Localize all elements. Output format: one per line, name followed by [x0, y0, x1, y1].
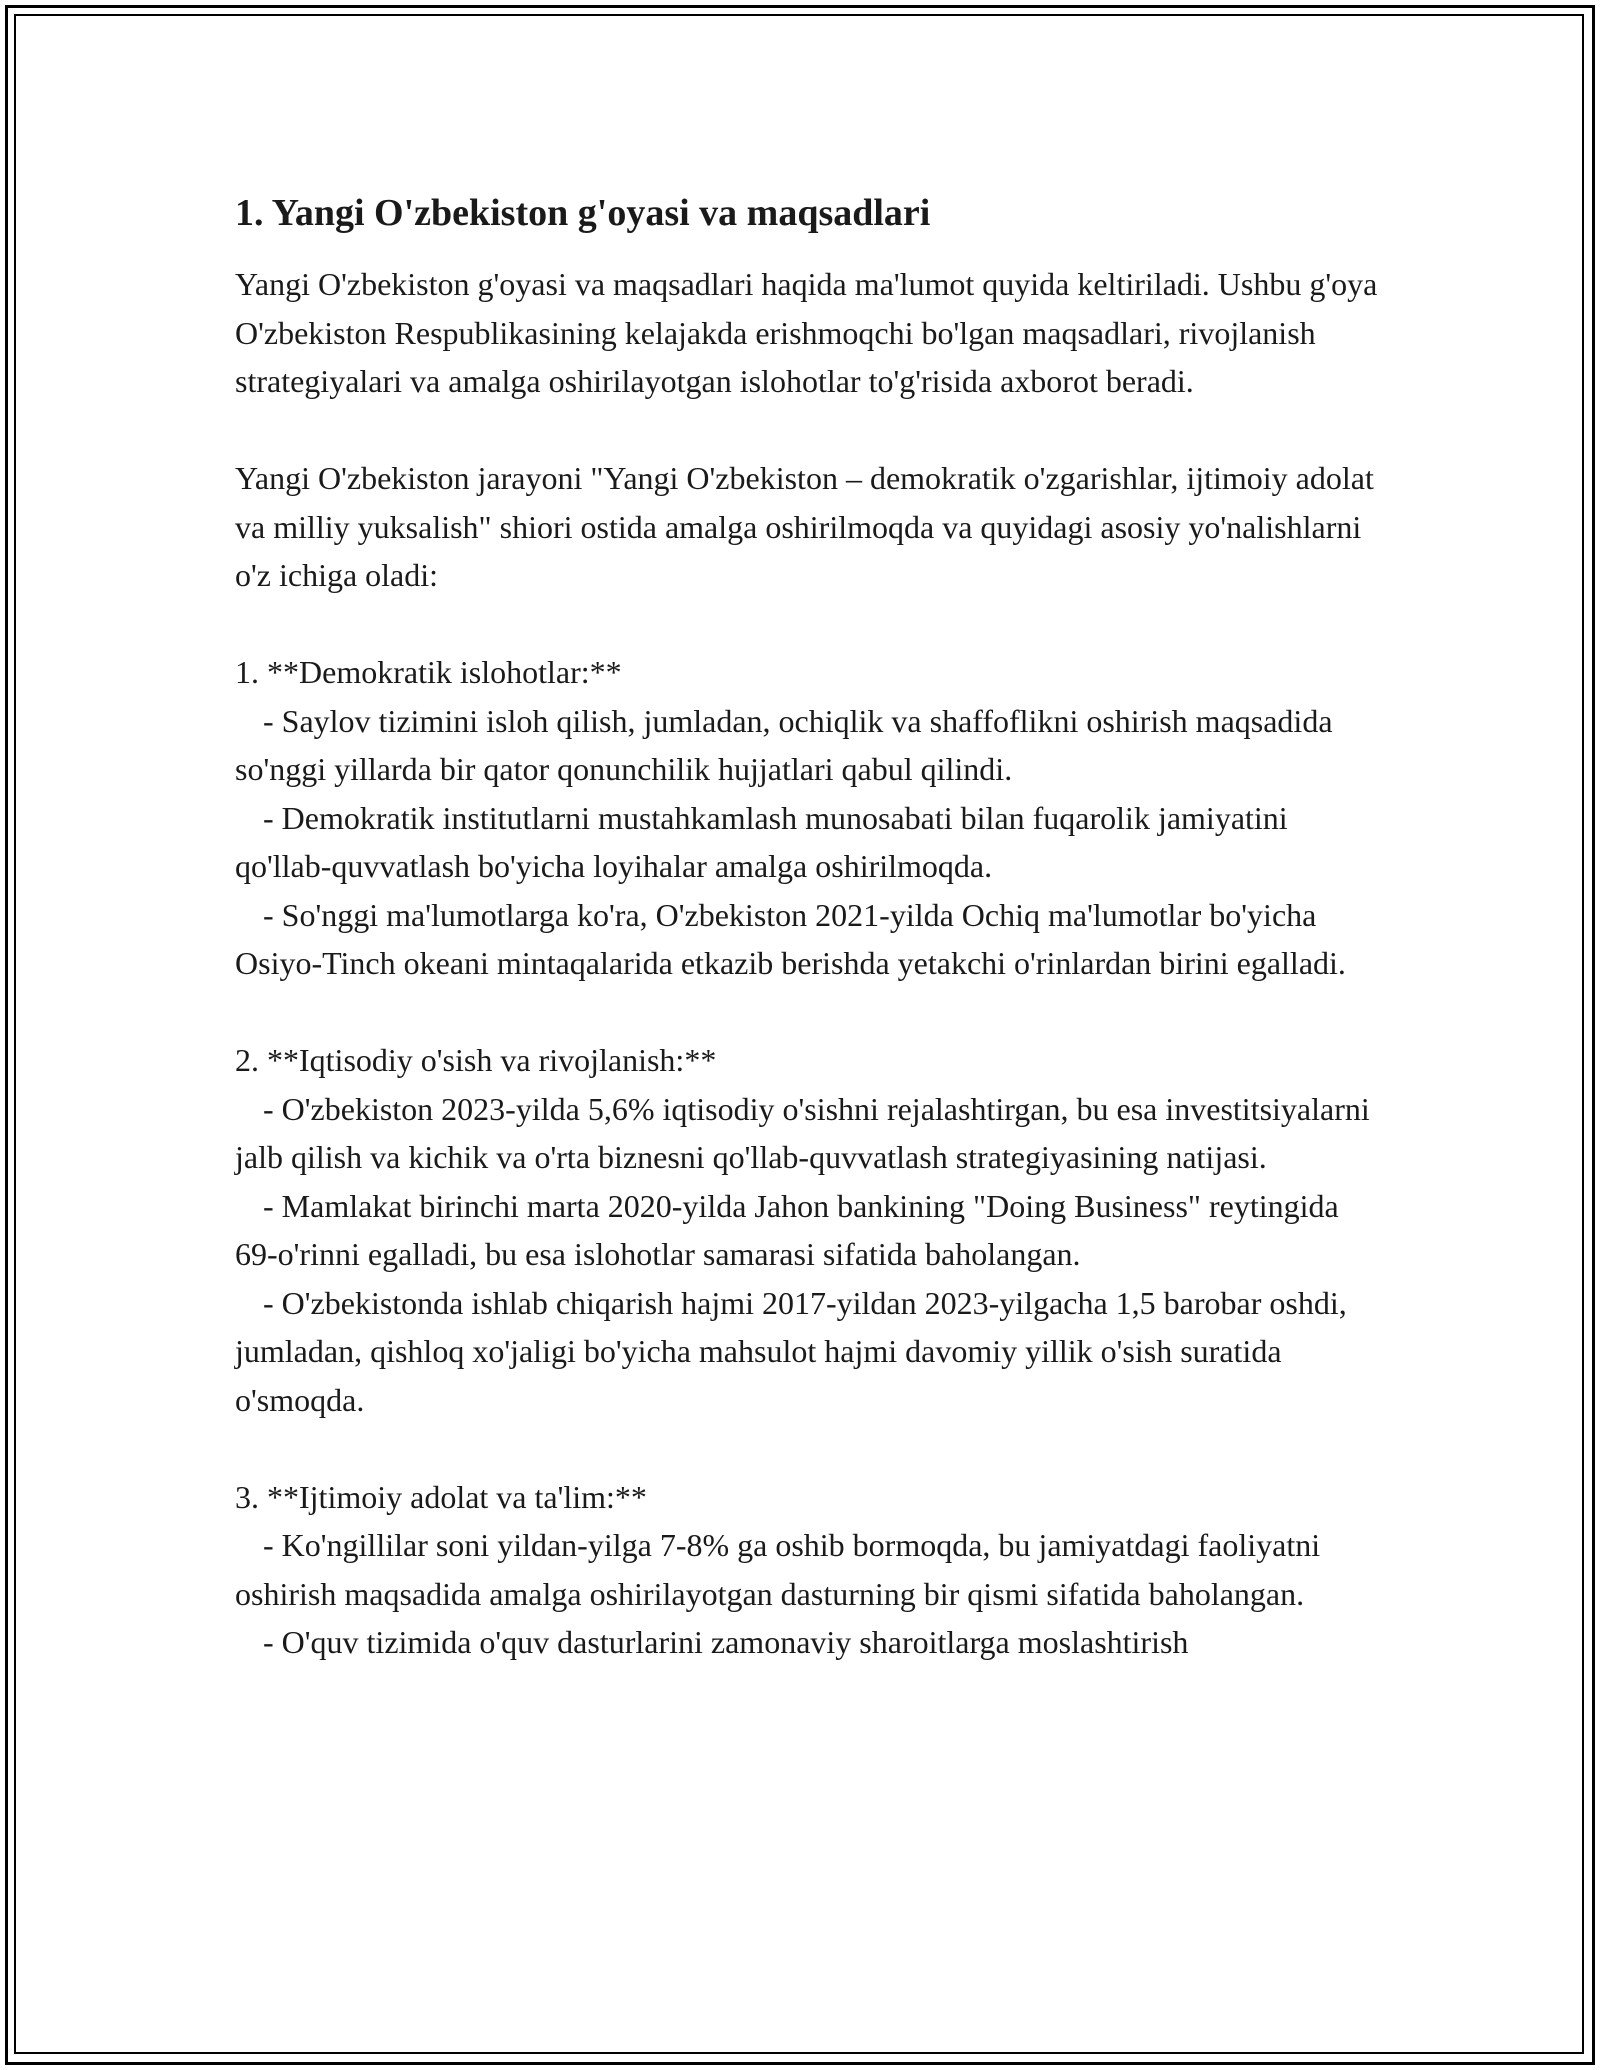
intro-paragraph-1: Yangi O'zbekiston g'oyasi va maqsadlari haqida ma'lumot quyida keltiriladi. Ushbu g'oya O'zbekiston Respublikasining kelajakda erishmoqchi bo'lgan maqsadlari, rivojlanish strategiyalari va amalga oshirilayotgan islohotlar to'g'risida axborot beradi.	[235, 266, 1378, 399]
section-heading: 3. **Ijtimoiy adolat va ta'lim:**	[235, 1478, 647, 1515]
section-democratic-reforms	[235, 648, 1385, 988]
intro-paragraph-2: Yangi O'zbekiston jarayoni "Yangi O'zbekiston – demokratik o'zgarishlar, ijtimoiy adolat va milliy yuksalish" shiori ostida amalga oshirilmoqda va quyidagi asosiy yo'nalishlarni o'z ichiga oladi:	[235, 460, 1374, 593]
bullet-item: - Demokratik institutlarni mustahkamlash munosabati bilan fuqarolik jamiyatini qo'llab-quvvatlash bo'yicha loyihalar amalga oshirilmoqda.	[235, 799, 1288, 884]
bullet-item: - Mamlakat birinchi marta 2020-yilda Jahon bankining "Doing Business" reytingida 69-o'rinni egalladi, bu esa islohotlar samarasi sifatida baholangan.	[235, 1187, 1339, 1272]
bullet-item: - So'nggi ma'lumotlarga ko'ra, O'zbekiston 2021-yilda Ochiq ma'lumotlar bo'yicha Osiyo-Tinch okeani mintaqalarida etkazib berishda yetakchi o'rinlardan birini egalladi.	[235, 896, 1346, 981]
bullet-item: - O'quv tizimida o'quv dasturlarini zamonaviy sharoitlarga moslashtirish	[263, 1624, 1189, 1660]
paragraph-spacer	[235, 406, 1385, 455]
bullet-item: - O'zbekiston 2023-yilda 5,6% iqtisodiy o'sishni rejalashtirgan, bu esa investitsiyalarni jalb qilish va kichik va o'rta biznesni qo'llab-quvvatlash strategiyasining natijasi.	[235, 1090, 1370, 1175]
section-social-justice	[235, 1473, 1385, 1667]
document-body	[235, 188, 1385, 1667]
section-economic-growth	[235, 1036, 1385, 1424]
paragraph-spacer	[235, 988, 1385, 1037]
paragraph-spacer	[235, 1424, 1385, 1473]
bullet-item: - O'zbekistonda ishlab chiqarish hajmi 2017-yildan 2023-yilgacha 1,5 barobar oshdi, jumladan, qishloq xo'jaligi bo'yicha mahsulot hajmi davomiy yillik o'sish suratida o'smoqda.	[235, 1284, 1347, 1418]
section-heading: 2. **Iqtisodiy o'sish va rivojlanish:**	[235, 1042, 717, 1078]
bullet-item: - Saylov tizimini isloh qilish, jumladan, ochiqlik va shaffoflikni oshirish maqsadida so'nggi yillarda bir qator qonunchilik hujjatlari qabul qilindi.	[235, 702, 1333, 787]
page-title: 1. Yangi O'zbekiston g'oyasi va maqsadlari	[235, 192, 931, 234]
paragraph-spacer	[235, 600, 1385, 649]
section-heading: 1. **Demokratik islohotlar:**	[235, 654, 622, 690]
bullet-item: - Ko'ngillilar soni yildan-yilga 7-8% ga oshib bormoqda, bu jamiyatdagi faoliyatni oshirish maqsadida amalga oshirilayotgan dasturning bir qismi sifatida baholangan.	[235, 1527, 1321, 1612]
